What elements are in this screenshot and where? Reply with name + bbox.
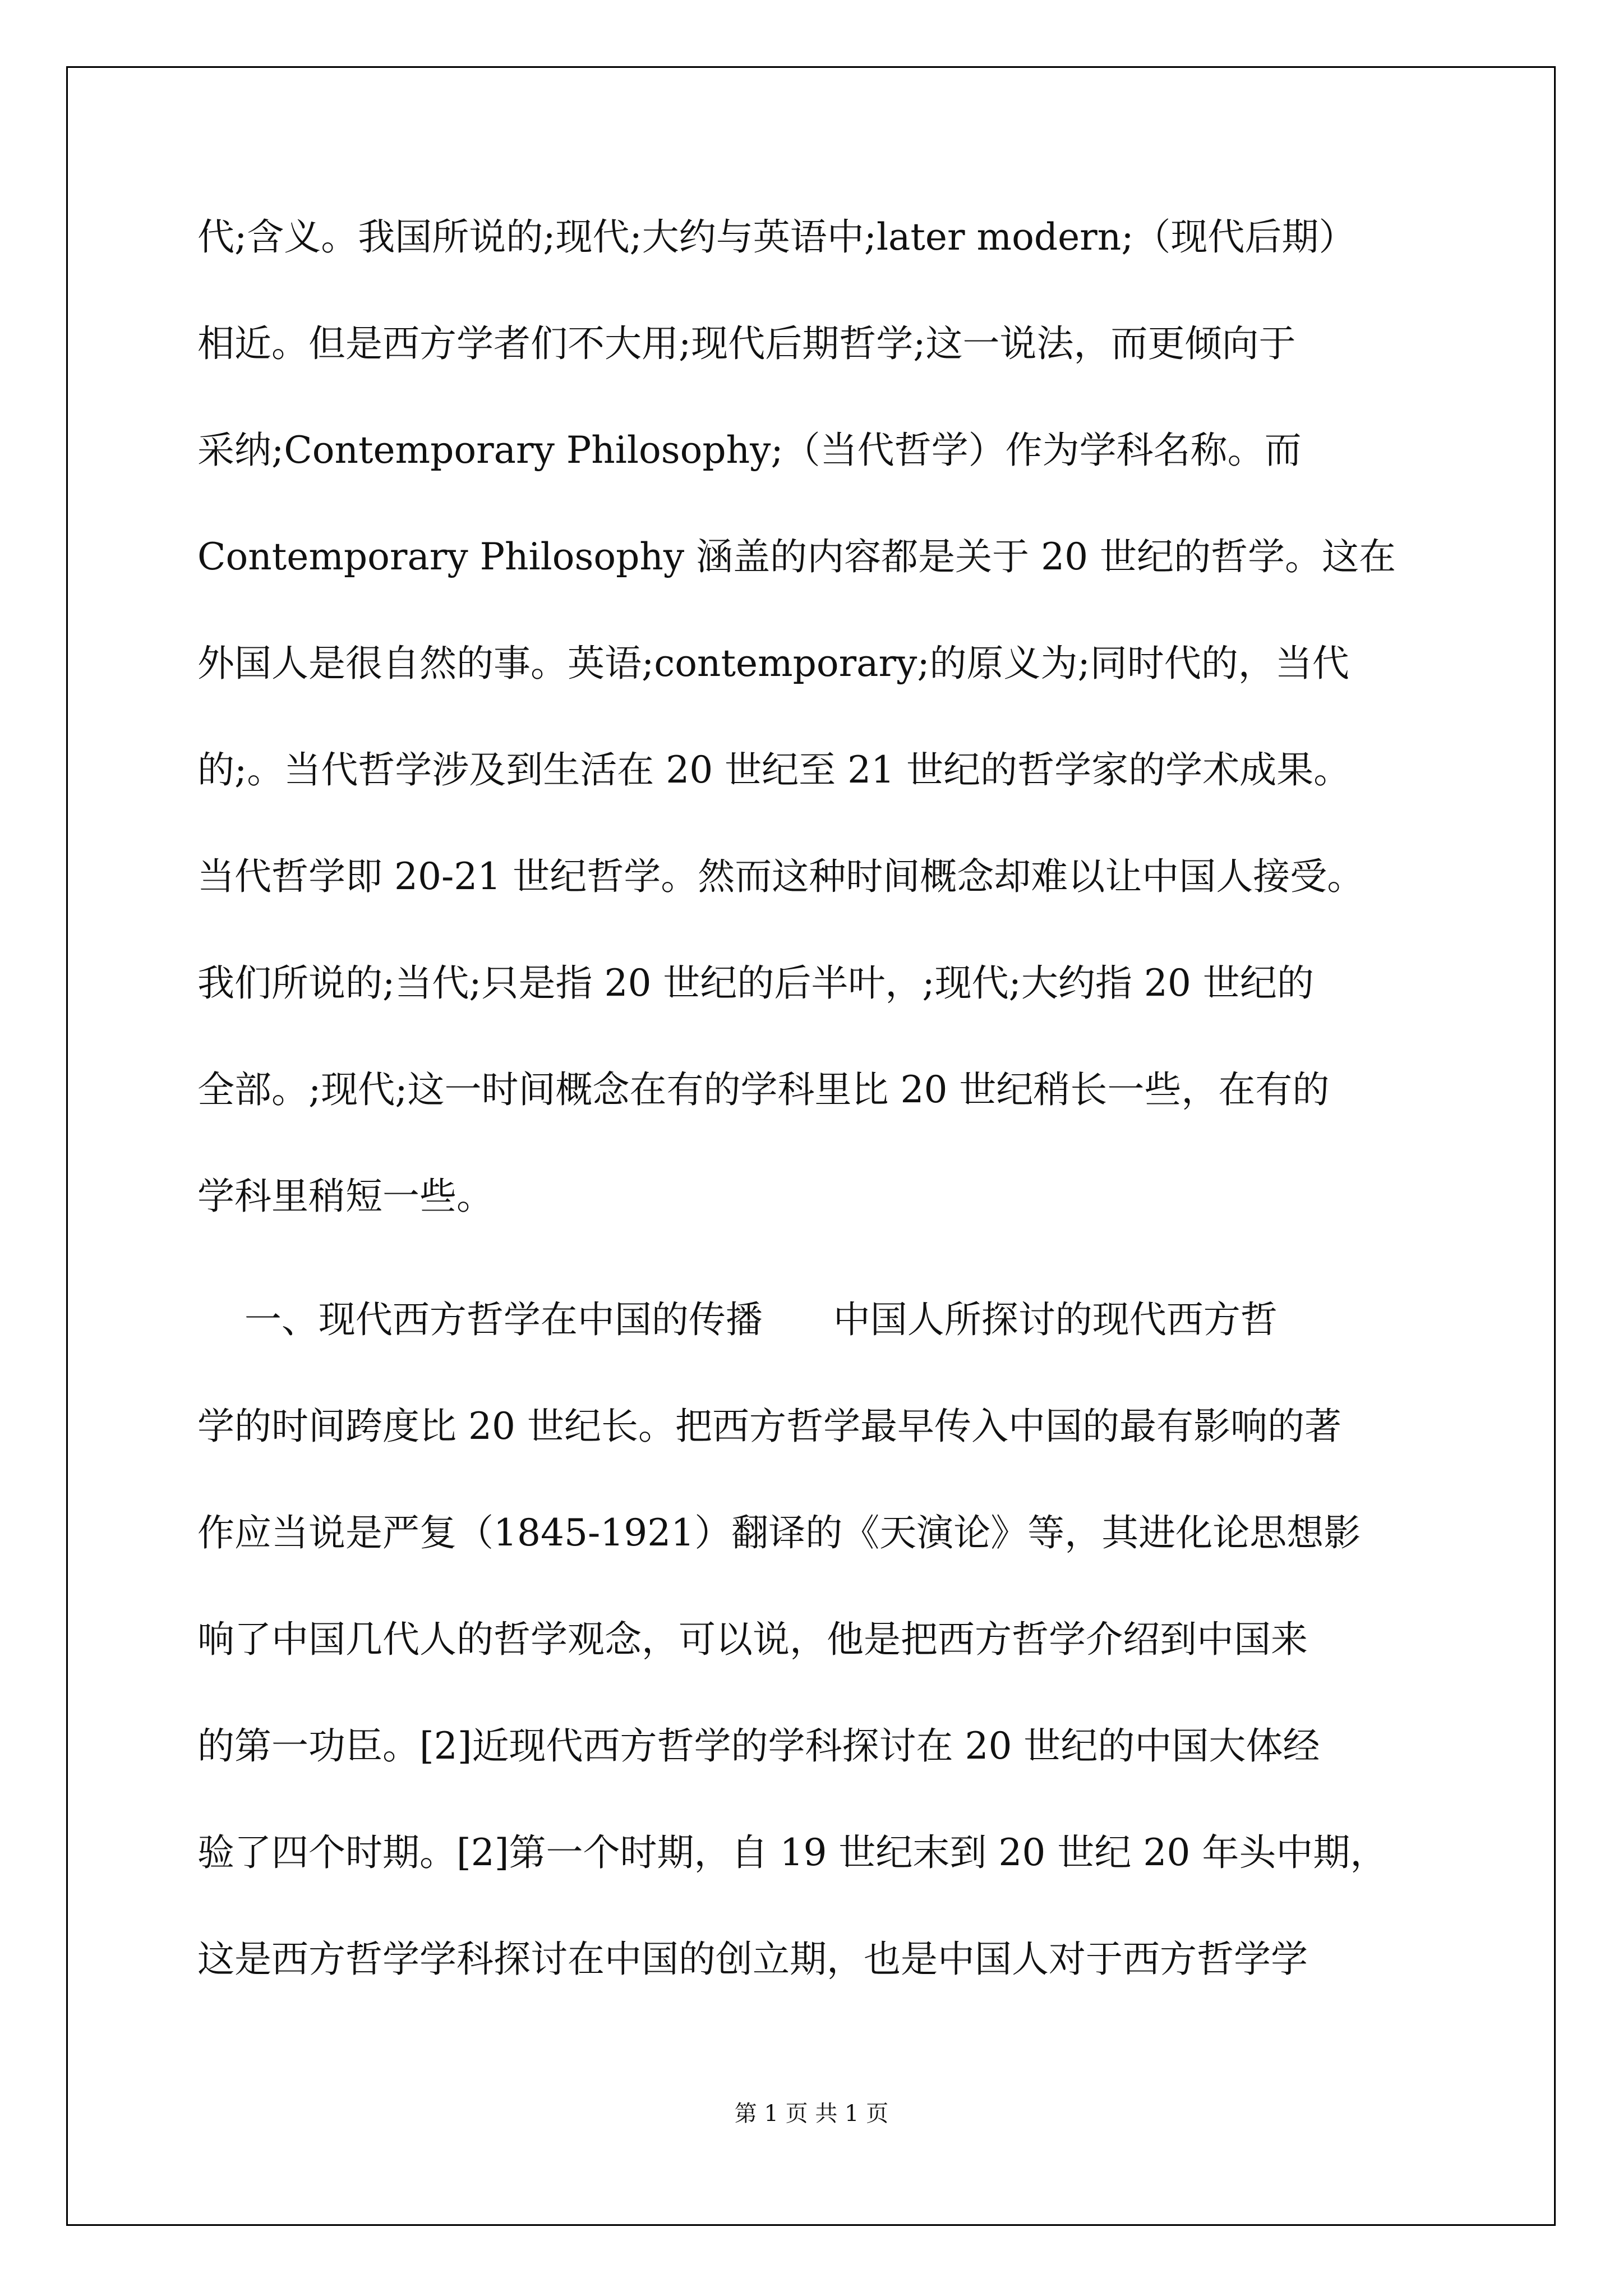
text-line: 我们所说的;当代;只是指 20 世纪的后半叶，;现代;大约指 20 世纪的 <box>197 961 1314 1005</box>
text-line: 学科里稍短一些。 <box>197 1175 494 1218</box>
section-heading-line: 一、现代西方哲学在中国的传播 中国人所探讨的现代西方哲 <box>197 1298 1278 1341</box>
document-body <box>197 215 1454 2047</box>
text-line: 全部。;现代;这一时间概念在有的学科里比 20 世纪稍长一些，在有的 <box>197 1068 1330 1111</box>
text-line: 采纳;Contemporary Philosophy;（当代哲学）作为学科名称。而 <box>197 429 1302 472</box>
text-line: 学的时间跨度比 20 世纪长。把西方哲学最早传入中国的最有影响的著 <box>197 1405 1341 1448</box>
page-footer: 第 1 页 共 1 页 <box>734 2101 889 2127</box>
text-line: 的第一功臣。[2]近现代西方哲学的学科探讨在 20 世纪的中国大体经 <box>197 1724 1320 1768</box>
text-line: Contemporary Philosophy 涵盖的内容都是关于 20 世纪的哲学。这在 <box>197 535 1396 578</box>
text-line: 验了四个时期。[2]第一个时期，自 19 世纪末到 20 世纪 20 年头中期， <box>197 1831 1387 1874</box>
text-line: 作应当说是严复（1845-1921）翻译的《天演论》等，其进化论思想影 <box>197 1511 1361 1554</box>
text-line: 相近。但是西方学者们不大用;现代后期哲学;这一说法，而更倾向于 <box>197 322 1296 365</box>
text-line: 外国人是很自然的事。英语;contemporary;的原义为;同时代的，当代 <box>197 642 1349 685</box>
text-line: 代;含义。我国所说的;现代;大约与英语中;later modern;（现代后期） <box>197 215 1356 259</box>
text-line: 当代哲学即 20-21 世纪哲学。然而这种时间概念却难以让中国人接受。 <box>197 855 1364 898</box>
text-line: 的;。当代哲学涉及到生活在 20 世纪至 21 世纪的哲学家的学术成果。 <box>197 748 1351 792</box>
text-line: 这是西方哲学学科探讨在中国的创立期，也是中国人对于西方哲学学 <box>197 1938 1308 1981</box>
text-line: 响了中国几代人的哲学观念，可以说，他是把西方哲学介绍到中国来 <box>197 1618 1308 1661</box>
